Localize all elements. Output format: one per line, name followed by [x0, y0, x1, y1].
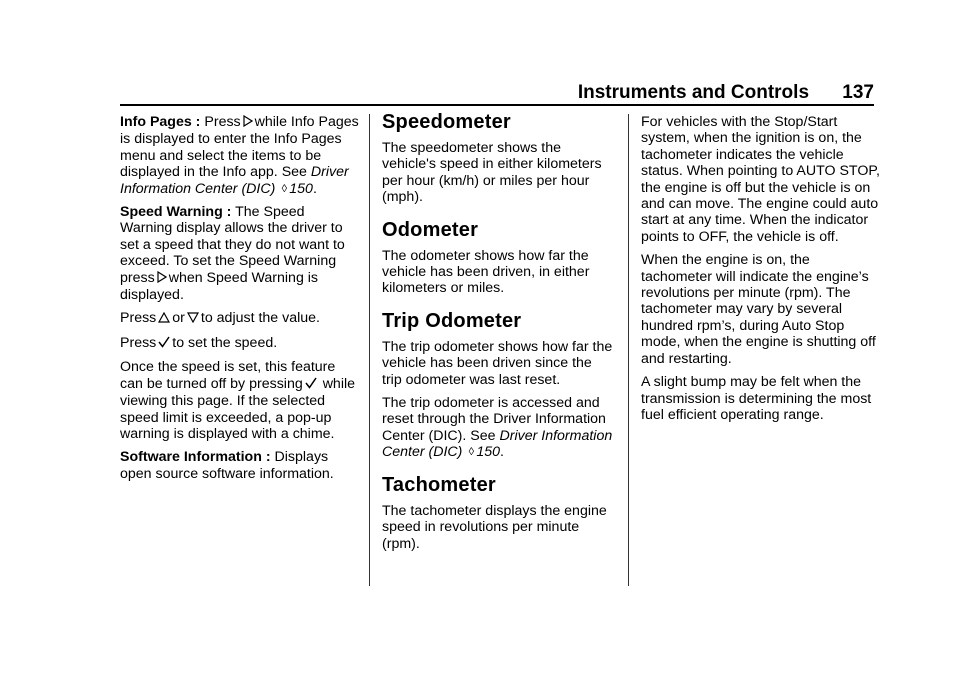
- odometer-heading: Odometer: [382, 218, 479, 241]
- odometer-body: The odometer shows how far the vehicle has been driven, in either kilometers or miles.: [382, 247, 590, 297]
- transmission-paragraph: A slight bump may be felt when the transmission is determining the most fuel efficient operating range.: [641, 374, 872, 423]
- text: to set the speed.: [172, 334, 278, 351]
- stop-start-paragraph: For vehicles with the Stop/Start system, when the ignition is on, the tachometer indicates the vehicle status. When pointing to AUTO STOP, the engine is off but the vehicle is on and can move. The engine could auto start at any time. When the indicator points to OFF, the vehicle is off.: [641, 114, 880, 245]
- trip-odometer-body-2: [382, 395, 614, 461]
- text: when Speed Warning is displayed.: [120, 269, 319, 304]
- column-2: [382, 111, 614, 559]
- text: .: [500, 444, 504, 461]
- text: The Speed Warning display allows the driver to set a speed that they do not want to exceed. To set the Speed Warning press: [120, 204, 345, 286]
- dic-reference-link[interactable]: Driver Information Center (DIC): [120, 164, 349, 197]
- speedometer-body: The speedometer shows the vehicle's speed in either kilometers per hour (km/h) or miles per hour (mph).: [382, 140, 602, 206]
- engine-on-paragraph: When the engine is on, the tachometer will indicate the engine’s revolutions per minute (rpm). The tachometer may vary by several hundred rpm’s, during Auto Stop mode, when the engine is shutting off and restarting.: [641, 252, 876, 367]
- dic-page-ref[interactable]: 150: [476, 444, 501, 461]
- text: Press: [120, 310, 157, 327]
- info-pages-term: Info Pages :: [120, 114, 201, 130]
- speed-warning-term: Speed Warning :: [120, 204, 232, 221]
- software-paragraph: [120, 449, 360, 482]
- tachometer-body: The tachometer displays the engine speed in revolutions per minute (rpm).: [382, 502, 607, 552]
- text: Once the speed is set, this feature can be turned off by pressing: [120, 359, 336, 392]
- column-divider-2: [628, 114, 629, 586]
- page-ref-icon: ◊: [468, 446, 475, 459]
- text: Press: [204, 114, 241, 130]
- up-arrow-icon: [158, 311, 170, 327]
- column-3: [641, 114, 881, 430]
- trip-odometer-body-1: The trip odometer shows how far the vehicle has been driven since the trip odometer was last reset.: [382, 338, 613, 388]
- dic-reference-link[interactable]: Driver Information Center (DIC): [382, 427, 613, 461]
- speedometer-heading: Speedometer: [382, 111, 511, 133]
- right-arrow-icon: [157, 271, 167, 287]
- text: while Info Pages is displayed to enter the Info Pages menu and select the items to be displayed in the Info app. See: [120, 114, 359, 181]
- text: Press: [120, 334, 157, 351]
- text: to adjust the value.: [200, 310, 320, 327]
- set-paragraph: [120, 335, 360, 352]
- text: .: [312, 180, 317, 197]
- column-divider-1: [369, 114, 370, 586]
- turn-off-paragraph: [120, 359, 360, 442]
- info-pages-paragraph: [120, 114, 360, 197]
- text: or: [172, 310, 185, 327]
- text: Displays open source software information.: [120, 449, 334, 482]
- right-arrow-icon: [243, 115, 253, 131]
- trip-odometer-heading: Trip Odometer: [382, 309, 522, 332]
- section-title: Instruments and Controls: [577, 82, 810, 103]
- down-arrow-icon: [187, 311, 199, 327]
- page-header: [578, 82, 874, 104]
- page-ref-icon: ◊: [281, 182, 287, 195]
- check-mark-icon: [158, 336, 170, 352]
- dic-page-ref[interactable]: 150: [289, 180, 313, 197]
- software-term: Software Information :: [120, 449, 271, 466]
- page-number: 137: [842, 82, 874, 103]
- check-mark-icon: [305, 377, 317, 393]
- text: The trip odometer is accessed and reset through the Driver Information Center (DIC). See: [382, 395, 606, 444]
- column-1: [120, 114, 360, 489]
- text: while viewing this page. If the selected speed limit is exceeded, a pop-up warning is displayed with a chime.: [120, 375, 356, 442]
- tachometer-heading: Tachometer: [382, 473, 496, 496]
- speed-warning-paragraph: [120, 204, 360, 303]
- header-rule: [120, 104, 874, 106]
- adjust-paragraph: [120, 310, 360, 327]
